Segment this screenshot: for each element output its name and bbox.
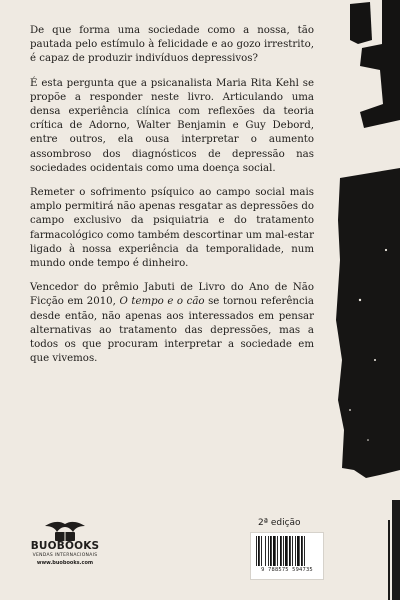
art-speck bbox=[374, 359, 376, 361]
paragraph-award bbox=[30, 281, 314, 366]
art-speck bbox=[367, 439, 369, 441]
barcode-bar bbox=[265, 536, 266, 566]
art-speck bbox=[359, 299, 361, 301]
barcode-bar bbox=[304, 536, 305, 566]
isbn-number: 9 788575 594735 bbox=[261, 567, 313, 573]
barcode-bar bbox=[295, 536, 296, 566]
paragraph-author: É esta pergunta que a psicanalista Maria Rita Kehl se propõe a responder neste livro. Articulando uma densa experiência clínica com reflexões da teoria crítica de Adorno, Walter Benjamin e Guy Debord, entre outros, ela ousa interpretar o aumento assombroso dos diagnósticos de depressão nas sociedades ocidentais como uma doença social. bbox=[30, 77, 314, 174]
art-strip-bottom bbox=[392, 500, 400, 600]
isbn-barcode bbox=[250, 532, 324, 580]
art-block-main bbox=[336, 168, 400, 478]
barcode-bar bbox=[292, 536, 293, 566]
barcode-bar bbox=[258, 536, 260, 566]
publisher-logo bbox=[30, 520, 100, 574]
barcode-bar bbox=[256, 536, 257, 566]
edition-label: 2ª edição bbox=[258, 518, 301, 528]
barcode-bar bbox=[285, 536, 288, 566]
book-wings-icon bbox=[43, 520, 87, 542]
barcode-bar bbox=[261, 536, 262, 566]
art-speck bbox=[349, 409, 351, 411]
cover-artwork bbox=[320, 0, 400, 600]
paragraph-argument: Remeter o sofrimento psíquico ao campo social mais amplo permitirá não apenas resgatar as depressões do campo exclusivo da psiquiatria e do tratamento farmacológico como também descortinar um mal-estar ligado à nossa experiência da temporalidade, num mundo onde tempo é dinheiro. bbox=[30, 187, 314, 270]
publisher-tagline: VENDAS INTERNACIONAIS bbox=[32, 553, 98, 558]
art-speck bbox=[385, 249, 387, 251]
barcode-bar bbox=[268, 536, 269, 566]
award-text-end: se tornou referência desde então, não apenas aos interessados em pensar alternativas ao tratamento das depressões, mas a todos os que procuram interpretar a sociedade em que vivemos. bbox=[30, 296, 314, 365]
barcode-bar bbox=[301, 536, 303, 566]
barcode-bar bbox=[280, 536, 282, 566]
barcode-bars bbox=[255, 536, 319, 566]
barcode-bar bbox=[283, 536, 284, 566]
barcode-bar bbox=[297, 536, 300, 566]
barcode-bar bbox=[270, 536, 272, 566]
publisher-name: BUOBOOKS bbox=[30, 540, 100, 552]
barcode-bar bbox=[277, 536, 278, 566]
synopsis bbox=[30, 24, 314, 376]
paragraph-intro: De que forma uma sociedade como a nossa, tão pautada pelo estímulo à felicidade e ao gozo irrestrito, é capaz de produzir indivíduos depressivos? bbox=[30, 25, 314, 65]
book-title: O tempo e o cão bbox=[119, 296, 205, 308]
barcode-bar bbox=[289, 536, 291, 566]
award-text-start: Vencedor do prêmio Jabuti de Livro do Ano de Não Ficção em 2010, bbox=[30, 282, 314, 308]
art-strip-bottom-thin bbox=[388, 520, 390, 600]
barcode-bar bbox=[273, 536, 276, 566]
publisher-url: www.buobooks.com bbox=[36, 560, 94, 566]
art-block-top-left bbox=[350, 2, 372, 44]
